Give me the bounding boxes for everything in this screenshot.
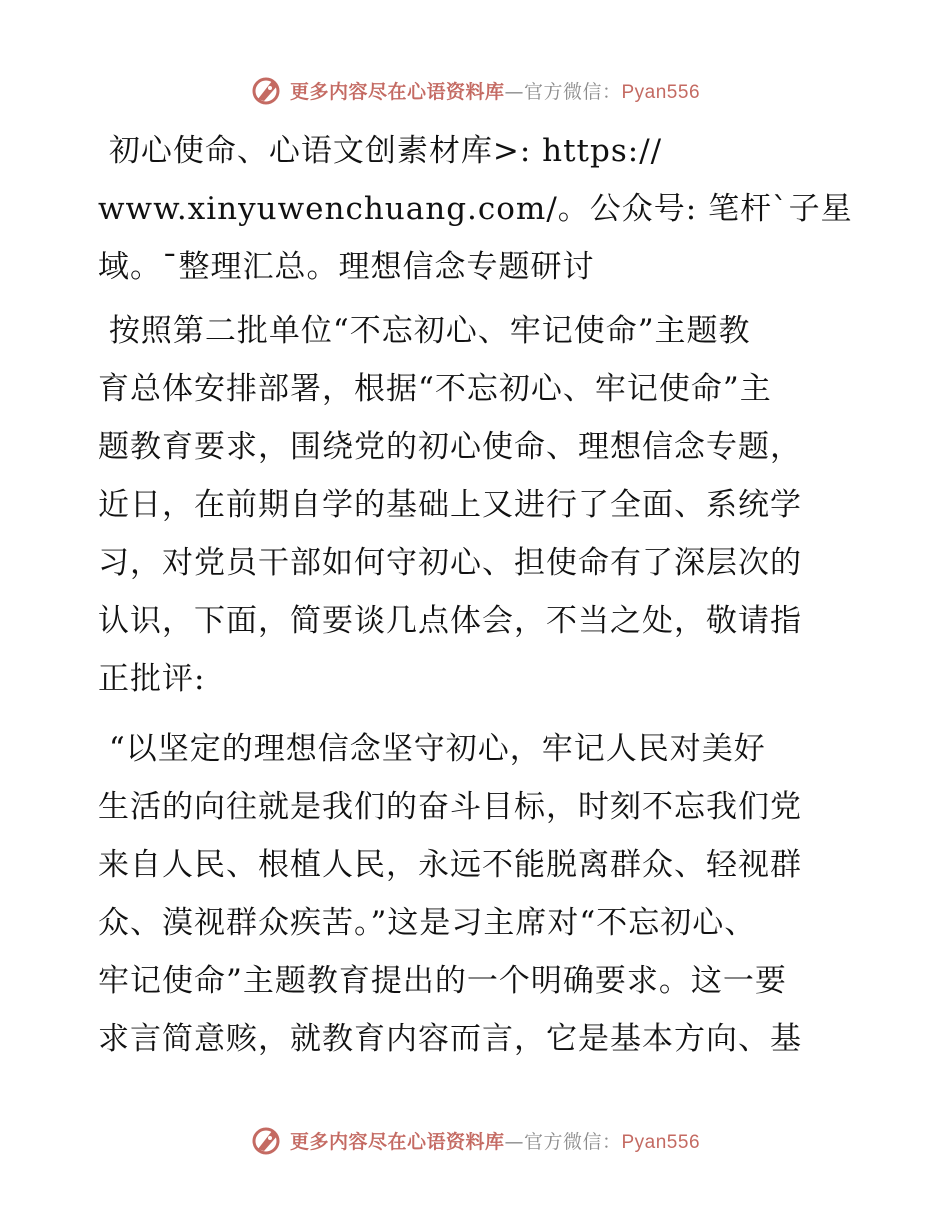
watermark-wechat-label: 官方微信：	[523, 80, 622, 103]
text-line: 域。¯整理汇总。理想信念专题研讨	[98, 249, 595, 285]
text-line: 众、漠视群众疾苦。”这是习主席对“不忘初心、	[98, 905, 757, 941]
watermark-wechat-id: Pyan556	[621, 1131, 701, 1153]
text-line: 生活的向往就是我们的奋斗目标，时刻不忘我们党	[98, 789, 802, 825]
text-line: 牢记使命”主题教育提出的一个明确要求。这一要	[98, 963, 787, 999]
text-line: 求言简意赅，就教育内容而言，它是基本方向、基	[98, 1021, 802, 1057]
watermark-wechat-id: Pyan556	[621, 81, 701, 103]
text-line: 正批评:	[98, 661, 206, 697]
watermark-brand: 更多内容尽在心语资料库	[289, 80, 505, 103]
watermark-dash: —	[504, 80, 524, 103]
text-line: www.xinyuwenchuang.com/。公众号: 笔杆ˋ子星	[98, 191, 853, 227]
footer-watermark	[0, 1120, 950, 1160]
text-line: 题教育要求，围绕党的初心使命、理想信念专题，	[98, 429, 802, 465]
pen-nib-logo-icon	[250, 73, 284, 107]
watermark-brand: 更多内容尽在心语资料库	[289, 1130, 505, 1153]
watermark-wechat-label: 官方微信：	[523, 1130, 622, 1153]
text-line: “以坚定的理想信念坚守初心，牢记人民对美好	[98, 731, 766, 767]
intro-paragraph	[98, 122, 858, 296]
pen-nib-logo-icon	[250, 1123, 284, 1157]
watermark-text	[290, 77, 700, 104]
text-line: 按照第二批单位“不忘初心、牢记使命”主题教	[98, 313, 751, 349]
watermark-text	[290, 1127, 700, 1154]
text-line: 近日，在前期自学的基础上又进行了全面、系统学	[98, 487, 802, 523]
document-body	[98, 122, 858, 1074]
text-line: 习，对党员干部如何守初心、担使命有了深层次的	[98, 545, 802, 581]
text-line: 育总体安排部署，根据“不忘初心、牢记使命”主	[98, 371, 772, 407]
text-line: 来自人民、根植人民，永远不能脱离群众、轻视群	[98, 847, 802, 883]
body-paragraph-1	[98, 302, 858, 708]
header-watermark	[0, 70, 950, 110]
body-paragraph-2	[98, 720, 858, 1068]
text-line: 初心使命、心语文创素材库>: https://	[98, 133, 663, 169]
watermark-dash: —	[504, 1130, 524, 1153]
text-line: 认识，下面，简要谈几点体会，不当之处，敬请指	[98, 603, 802, 639]
